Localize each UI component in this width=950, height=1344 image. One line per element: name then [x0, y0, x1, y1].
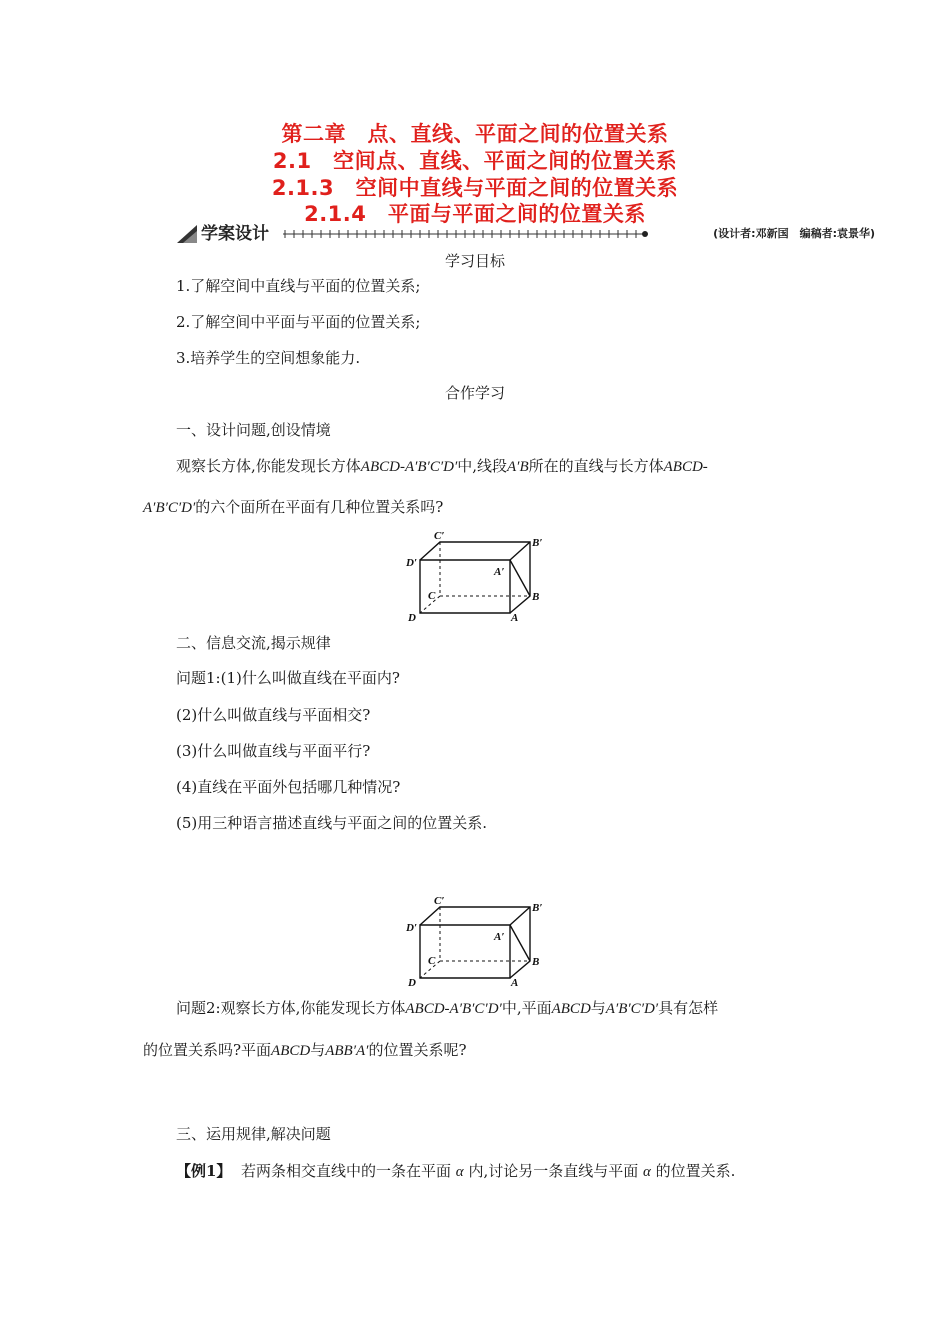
label-a: A — [511, 612, 519, 624]
question1-part2: (2)什么叫做直线与平面相交? — [176, 706, 371, 724]
cuboid-figure-1 — [398, 528, 548, 628]
text-run: 观察长方体,你能发现长方体 — [176, 457, 361, 475]
section-title: 2.1 空间点、直线、平面之间的位置关系 — [272, 149, 678, 173]
label-d-prime: D′ — [406, 922, 418, 934]
cuboid-figure-2 — [398, 893, 548, 993]
subsection-title-2: 2.1.4 平面与平面之间的位置关系 — [304, 202, 646, 226]
label-a: A — [511, 977, 519, 989]
goal-item-1: 1.了解空间中直线与平面的位置关系; — [176, 277, 421, 295]
math-plane: ABB′A′ — [325, 1043, 369, 1059]
label-b: B — [532, 591, 540, 603]
banner-triangle-icon — [175, 223, 199, 245]
banner-label: 学案设计 — [201, 224, 269, 244]
label-c: C — [428, 955, 436, 967]
math-alpha: α — [455, 1164, 464, 1180]
label-b-prime: B′ — [532, 537, 543, 549]
label-d-prime: D′ — [406, 557, 418, 569]
text-run: 若两条相交直线中的一条在平面 — [240, 1162, 451, 1180]
text-run: 中,线段 — [457, 457, 508, 475]
math-cuboid: ABCD-A′B′C′D′ — [405, 1001, 502, 1017]
math-plane: A′B′C′D′ — [605, 1001, 659, 1017]
question1-part4: (4)直线在平面外包括哪几种情况? — [176, 778, 401, 796]
question2-line1 — [176, 997, 718, 1020]
text-run: 的六个面所在平面有几种位置关系吗? — [195, 498, 444, 516]
math-plane: ABCD — [551, 1001, 591, 1017]
math-cuboid: ABCD-A′B′C′D′ — [360, 459, 458, 475]
text-run: 的位置关系呢? — [368, 1041, 467, 1059]
math-cuboid-part: A′B′C′D′ — [143, 500, 196, 516]
label-a-prime: A′ — [494, 566, 505, 578]
text-run: 的位置关系. — [655, 1162, 736, 1180]
math-segment: A′B — [507, 459, 529, 475]
design-banner — [175, 223, 875, 245]
section2-heading: 二、信息交流,揭示规律 — [176, 634, 331, 652]
goals-heading: 学习目标 — [444, 252, 505, 270]
math-plane: ABCD — [271, 1043, 311, 1059]
label-d: D — [408, 977, 416, 989]
section3-heading: 三、运用规律,解决问题 — [176, 1125, 331, 1143]
example-tag: 【例1】 — [176, 1162, 232, 1180]
coop-heading: 合作学习 — [444, 384, 505, 402]
example1 — [176, 1160, 735, 1183]
text-run: 问题2:观察长方体,你能发现长方体 — [176, 999, 406, 1017]
banner-ruler — [283, 223, 653, 245]
subsection-title-1: 2.1.3 空间中直线与平面之间的位置关系 — [271, 176, 679, 200]
label-d: D — [408, 612, 416, 624]
question1-part3: (3)什么叫做直线与平面平行? — [176, 742, 371, 760]
text-run: 的位置关系吗?平面 — [143, 1041, 272, 1059]
section1-paragraph-line1 — [176, 455, 708, 478]
banner-credit: (设计者:邓新国 编稿者:袁景华) — [713, 227, 875, 240]
question2-line2 — [143, 1039, 467, 1062]
math-alpha: α — [643, 1164, 651, 1180]
label-c: C — [428, 590, 436, 602]
text-run: 所在的直线与长方体 — [528, 457, 664, 475]
section1-heading: 一、设计问题,创设情境 — [176, 421, 331, 439]
chapter-title: 第二章 点、直线、平面之间的位置关系 — [281, 122, 669, 146]
text-run: 中,平面 — [501, 999, 552, 1017]
goal-item-2: 2.了解空间中平面与平面的位置关系; — [176, 313, 421, 331]
label-a-prime: A′ — [494, 931, 505, 943]
question1-part5: (5)用三种语言描述直线与平面之间的位置关系. — [176, 814, 488, 832]
goal-item-3: 3.培养学生的空间想象能力. — [176, 349, 361, 367]
section1-paragraph-line2 — [143, 496, 443, 519]
label-c-prime: C′ — [434, 895, 445, 907]
question1-part1: 问题1:(1)什么叫做直线在平面内? — [176, 669, 400, 687]
text-run: 与 — [590, 999, 606, 1017]
label-c-prime: C′ — [434, 530, 445, 542]
text-run: 与 — [310, 1041, 326, 1059]
label-b: B — [532, 956, 540, 968]
math-cuboid-part: ABCD- — [663, 459, 708, 475]
text-run: 具有怎样 — [658, 999, 719, 1017]
text-run: 内,讨论另一条直线与平面 — [468, 1162, 639, 1180]
label-b-prime: B′ — [532, 902, 543, 914]
